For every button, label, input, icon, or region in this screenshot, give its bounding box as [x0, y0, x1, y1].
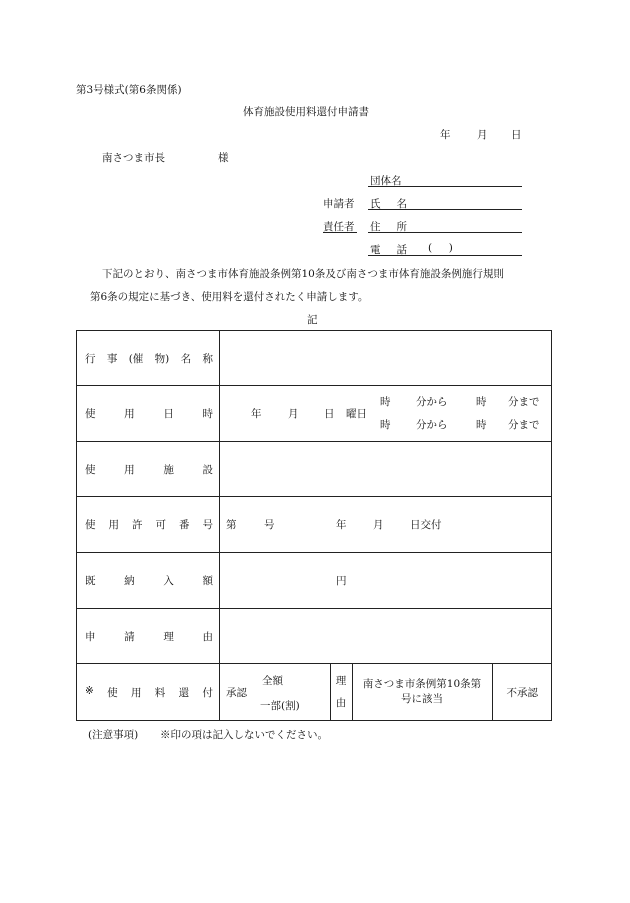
body-text-line1: 下記のとおり、南さつま市体育施設条例第10条及び南さつま市体育施設条例施行規則	[102, 268, 504, 280]
fee-refund-label: ※ 使 用 料 還 付	[85, 684, 213, 699]
responsible-underline	[323, 232, 357, 233]
reason-heading-char-2: 由	[335, 697, 347, 709]
date-day: 日	[511, 129, 522, 141]
event-name-field[interactable]	[220, 331, 552, 386]
dt-until-b: 分まで	[508, 419, 540, 431]
row-event-name	[77, 331, 552, 386]
address-label: 住 所	[370, 221, 414, 233]
address-line	[368, 232, 522, 233]
applicant-label: 申請者	[323, 198, 355, 210]
reason-label: 申 請 理 由	[85, 630, 213, 643]
note-text: ※印の項は記入しないでください。	[160, 729, 328, 741]
dt-weekday: 曜日	[346, 408, 367, 420]
group-name-label: 団体名	[370, 175, 402, 187]
dt-hour1-a: 時	[380, 396, 391, 408]
record-heading: 記	[307, 314, 318, 326]
event-name-label: 行 事 (催 物) 名 称	[85, 352, 213, 365]
permit-month: 月	[373, 519, 384, 531]
date-month: 月	[477, 129, 488, 141]
application-table	[76, 330, 552, 721]
use-datetime-field[interactable]	[220, 386, 552, 442]
row-use-datetime	[77, 386, 552, 442]
dt-year: 年	[251, 408, 262, 420]
dt-hour1-b: 時	[380, 419, 391, 431]
permit-number-field[interactable]	[220, 497, 552, 553]
reason-heading-cell	[330, 664, 352, 720]
facility-field[interactable]	[220, 442, 552, 497]
row-fee-refund	[77, 664, 552, 721]
addressee-name: 南さつま市長	[102, 152, 165, 164]
approval-label: 承認	[226, 687, 247, 699]
fee-refund-field	[220, 664, 552, 721]
use-datetime-label: 使 用 日 時	[85, 408, 213, 420]
approval-cell[interactable]	[220, 664, 330, 720]
reason-heading-char-1: 理	[335, 675, 347, 687]
permit-gou: 号	[264, 519, 275, 531]
row-reason	[77, 609, 552, 664]
row-facility	[77, 442, 552, 497]
dt-from-b: 分から	[416, 419, 448, 431]
dt-day: 日	[324, 408, 335, 420]
form-number: 第3号様式(第6条関係)	[76, 84, 182, 96]
permit-dai: 第	[226, 519, 237, 531]
responsible-label: 責任者	[323, 221, 355, 233]
row-paid-amount	[77, 553, 552, 609]
paid-amount-field[interactable]	[220, 553, 552, 609]
clause-cell[interactable]	[352, 664, 492, 720]
paid-yen: 円	[336, 575, 347, 587]
dt-from-a: 分から	[416, 396, 448, 408]
not-approved-cell[interactable]	[492, 664, 552, 720]
clause-line2: 号に該当	[401, 693, 443, 705]
date-year: 年	[440, 129, 451, 141]
not-approved-label: 不承認	[506, 686, 538, 699]
dt-hour2-b: 時	[476, 419, 487, 431]
document-title: 体育施設使用料還付申請書	[243, 106, 369, 118]
phone-line	[368, 255, 522, 256]
facility-label: 使 用 施 設	[85, 463, 213, 476]
dt-hour2-a: 時	[476, 396, 487, 408]
name-label: 氏 名	[370, 198, 414, 210]
name-line	[368, 209, 522, 210]
note-label: (注意事項)	[88, 729, 139, 741]
phone-parentheses: ( )	[428, 242, 453, 254]
permit-issued: 日交付	[410, 519, 442, 531]
phone-label: 電 話	[370, 244, 414, 256]
body-text-line2: 第6条の規定に基づき、使用料を還付されたく申請します。	[90, 291, 369, 303]
reason-heading	[331, 670, 352, 714]
reason-field[interactable]	[220, 609, 552, 664]
permit-year: 年	[336, 519, 347, 531]
paid-amount-label: 既 納 入 額	[85, 575, 213, 587]
fee-refund-subtable	[220, 664, 552, 720]
partial-amount-label: 一部(割)	[260, 700, 300, 712]
permit-number-label: 使 用 許 可 番 号	[85, 519, 213, 531]
full-amount-label: 全額	[262, 675, 283, 687]
clause-line1: 南さつま市条例第10条第	[362, 678, 482, 690]
addressee-honorific: 様	[218, 152, 229, 164]
row-permit-number	[77, 497, 552, 553]
group-name-line	[368, 186, 522, 187]
dt-month: 月	[288, 408, 299, 420]
dt-until-a: 分まで	[508, 396, 540, 408]
